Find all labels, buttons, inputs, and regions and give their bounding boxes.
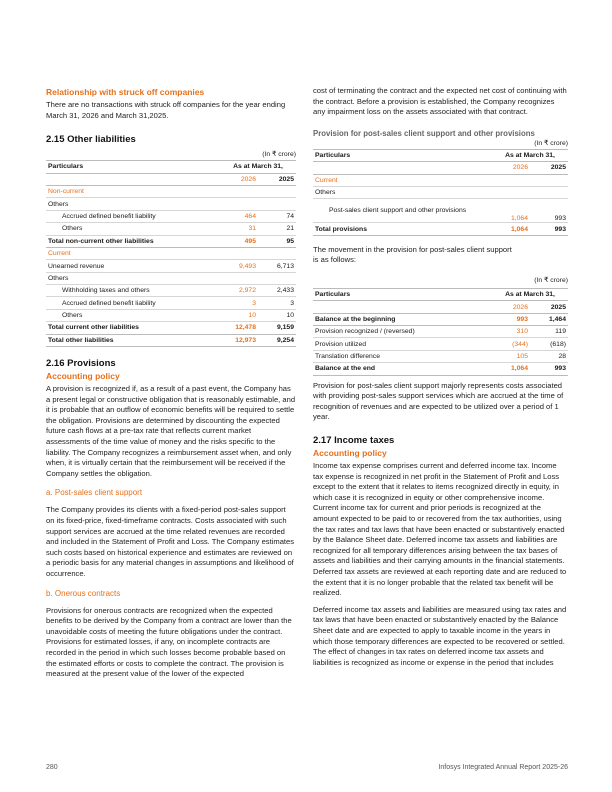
unit-label: (In ₹ crore) xyxy=(534,139,568,147)
col-asat: As at March 31, xyxy=(492,288,568,300)
income-tax-paragraph-2: Deferred income tax assets and liabilities are measured using tax rates and tax laws that have been enacted or substantively enacted by the Balance Sheet date and are expected to apply to taxable income in the years in which those temporary differences are expected to be recovered or settled. The effect of changes in tax rates on deferred income tax assets and liabilities is recognized as income or expense in the period that includes xyxy=(313,604,567,667)
table-row: Accrued defined benefit liability xyxy=(46,210,220,222)
cell-2025: 993 xyxy=(530,199,568,223)
table-row: Unearned revenue xyxy=(46,260,220,272)
table-row: Total non-current other liabilities xyxy=(46,235,220,247)
provisions-table xyxy=(313,149,568,236)
cell-2026: 1,064 xyxy=(492,223,530,235)
cell-2026: 3 xyxy=(220,297,258,309)
year-2025: 2025 xyxy=(530,301,568,313)
post-sales-subheading: a. Post-sales client support xyxy=(46,488,143,498)
cell-2026: 495 xyxy=(220,235,258,247)
year-2026: 2026 xyxy=(220,173,258,185)
cell-2025: 1,464 xyxy=(530,313,568,325)
onerous-paragraph: Provisions for onerous contracts are recognized when the expected benefits to be derived by the Company from a contract are lower than the unavoidable costs of meeting the future obligations under the contract. Provisions for estimated losses, if any, on incomplete contracts are recorded in the period in which such losses become probable based on the estimated efforts or costs to complete the contract. The provision is measured at the present value of the lower of the expected xyxy=(46,605,292,679)
table-row: Balance at the beginning xyxy=(313,313,492,325)
year-2026: 2026 xyxy=(492,301,530,313)
cell-2025: 9,159 xyxy=(258,322,296,334)
table-row: Translation difference xyxy=(313,350,492,362)
col-asat: As at March 31, xyxy=(220,161,296,173)
cell-2025: 95 xyxy=(258,235,296,247)
cell-2025: 74 xyxy=(258,210,296,222)
table-row: Balance at the end xyxy=(313,363,492,375)
cell-2026: 464 xyxy=(220,210,258,222)
cell-2025: 28 xyxy=(530,350,568,362)
provisions-paragraph: A provision is recognized if, as a result of a past event, the Company has a present legal or constructive obligation that is reasonably estimable, and it is probable that an outflow of economic benefits will be required to settle the obligation. Provisions are determined by discounting the expected future cash flows at a pre-tax rate that reflects current market assessments of the time value of money and the risks specific to the liability. The Company recognizes a reimbursement asset when, and only when, it is virtually certain that the reimbursement will be received if the Company settles the obligation. xyxy=(46,384,296,478)
left-column xyxy=(46,86,296,680)
struck-off-heading: Relationship with struck off companies xyxy=(46,87,205,97)
table-row: Total other liabilities xyxy=(46,334,220,346)
provision-table-heading: Provision for post-sales client support and other provisions xyxy=(313,128,535,138)
cell-2025: 993 xyxy=(530,363,568,375)
post-sales-paragraph: The Company provides its clients with a fixed-period post-sales support on its fixed-price, fixed-timeframe contracts. Costs associated with such support services are accrued at the time related revenues are recorded and included in the Statement of Profit and Loss. The Company estimates such costs based on historical experience and estimates are reviewed on a periodic basis for any material changes in assumptions and likelihood of occurrence. xyxy=(46,505,295,578)
section-2-16-title: 2.16 Provisions xyxy=(46,358,116,370)
cell-2025: 993 xyxy=(530,223,568,235)
col-particulars: Particulars xyxy=(313,149,492,161)
page-number: 280 xyxy=(46,764,58,771)
income-tax-paragraph-1: Income tax expense comprises current and deferred income tax. Income tax expense is recognized in net profit in the Statement of Profit and Loss except to the extent that it relates to items recognized directly in equity, in which case it is recognized in equity or other comprehensive income. Current income tax for current and prior periods is recognized at the amount expected to be paid to or recovered from the tax authorities, using the tax rates and tax laws that have been enacted or substantively enacted by the Balance Sheet date. Deferred income tax assets and liabilities are recognized for all temporary differences arising between the tax bases of assets and liabilities and their carrying amounts in the financial statements. Deferred tax assets are reviewed at each reporting date and are reduced to the extent that it is no longer probable that the related tax benefit will be realized. xyxy=(313,461,567,598)
struck-off-text: There are no transactions with struck off companies for the year ending March 31, 2026 and March 31,2025. xyxy=(46,100,286,120)
cell-2026: 1,064 xyxy=(492,363,530,375)
right-column xyxy=(313,86,568,668)
report-title: Infosys Integrated Annual Report 2025-26 xyxy=(438,764,568,771)
support-paragraph: Provision for post-sales client support majorly represents costs associated with providing post-sales support services which are accrued at the time of recognition of revenues and are expected to be utilized over a period of 1 year. xyxy=(313,380,564,422)
cell-2026: 310 xyxy=(492,326,530,338)
table-row: Non-current xyxy=(46,185,220,197)
accounting-policy-heading: Accounting policy xyxy=(313,448,387,459)
col-asat: As at March 31, xyxy=(492,149,568,161)
unit-label: (In ₹ crore) xyxy=(262,151,296,159)
accounting-policy-heading: Accounting policy xyxy=(46,371,120,382)
col-particulars: Particulars xyxy=(313,288,492,300)
cell-2026: 1,064 xyxy=(492,199,530,223)
other-liabilities-table xyxy=(46,160,296,347)
table-row: Accrued defined benefit liability xyxy=(46,297,220,309)
cell-2026: 9,493 xyxy=(220,260,258,272)
cell-2026: 12,973 xyxy=(220,334,258,346)
table-row: Provision recognized / (reversed) xyxy=(313,326,492,338)
table-row: Others xyxy=(313,186,492,198)
cell-2026: 105 xyxy=(492,350,530,362)
section-2-15-title: 2.15 Other liabilities xyxy=(46,134,136,146)
table-row: Withholding taxes and others xyxy=(46,285,220,297)
continued-paragraph: cost of terminating the contract and the expected net cost of continuing with the contract. Before a provision is established, the Company recognizes any impairment loss on the assets associated with that contract. xyxy=(313,86,567,117)
table-row: Others xyxy=(46,198,220,210)
unit-label: (In ₹ crore) xyxy=(534,276,568,284)
table-row: Others xyxy=(46,223,220,235)
movement-table xyxy=(313,288,568,376)
cell-2026: 31 xyxy=(220,223,258,235)
cell-2026: (344) xyxy=(492,338,530,350)
cell-2025: 2,433 xyxy=(258,285,296,297)
table-row: Post-sales client support and other provisions xyxy=(313,199,492,223)
cell-2025: 21 xyxy=(258,223,296,235)
cell-2025: (618) xyxy=(530,338,568,350)
cell-2026: 2,972 xyxy=(220,285,258,297)
cell-2025: 6,713 xyxy=(258,260,296,272)
table-row: Others xyxy=(46,309,220,321)
movement-paragraph: The movement in the provision for post-sales client support is as follows: xyxy=(313,244,512,265)
cell-2025: 9,254 xyxy=(258,334,296,346)
table-row: Current xyxy=(313,174,492,186)
col-particulars: Particulars xyxy=(46,161,220,173)
table-row: Others xyxy=(46,272,220,284)
cell-2025: 3 xyxy=(258,297,296,309)
table-row: Current xyxy=(46,247,220,259)
year-2025: 2025 xyxy=(530,162,568,174)
table-row: Provision utilized xyxy=(313,338,492,350)
cell-2026: 993 xyxy=(492,313,530,325)
cell-2026: 10 xyxy=(220,309,258,321)
year-2025: 2025 xyxy=(258,173,296,185)
year-2026: 2026 xyxy=(492,162,530,174)
section-2-17-title: 2.17 Income taxes xyxy=(313,435,395,447)
table-row: Total current other liabilities xyxy=(46,322,220,334)
cell-2026: 12,478 xyxy=(220,322,258,334)
cell-2025: 119 xyxy=(530,326,568,338)
cell-2025: 10 xyxy=(258,309,296,321)
table-row: Total provisions xyxy=(313,223,492,235)
onerous-subheading: b. Onerous contracts xyxy=(46,588,121,598)
